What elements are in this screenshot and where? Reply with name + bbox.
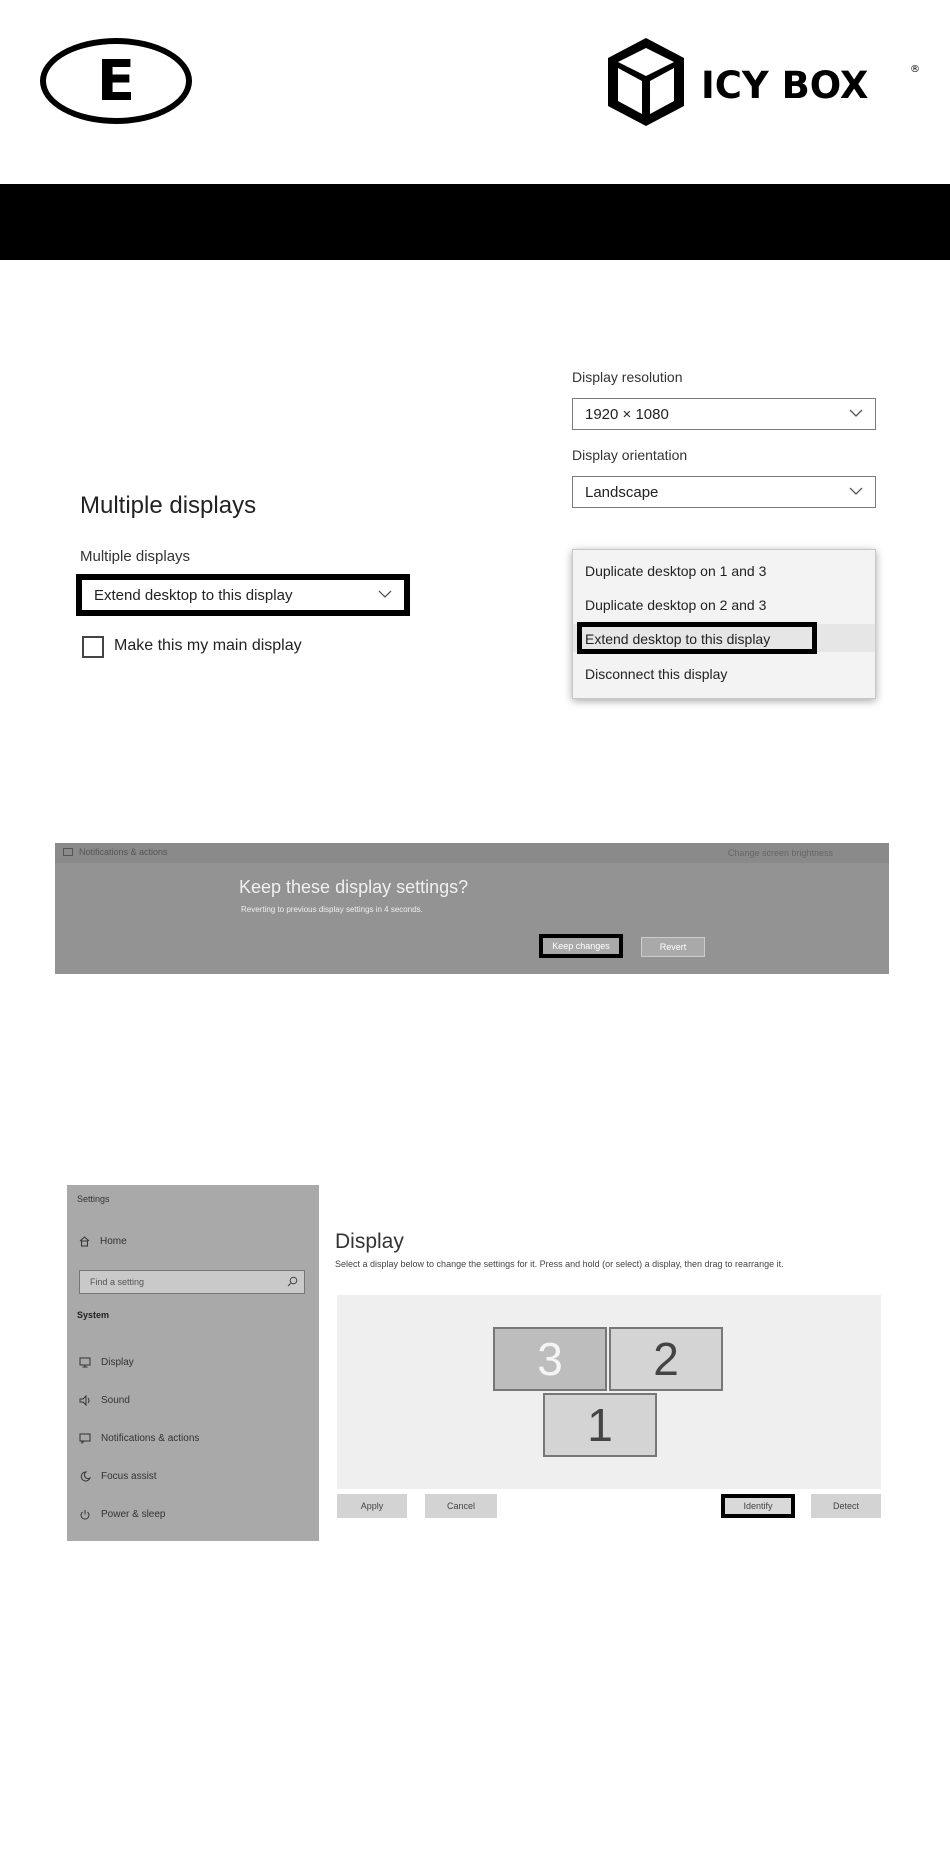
sidebar-item-sound[interactable] bbox=[79, 1395, 130, 1406]
dialog-background-strip bbox=[55, 843, 889, 863]
display-settings-page bbox=[319, 1185, 881, 1541]
chevron-down-icon bbox=[849, 486, 863, 496]
multiple-displays-heading: Multiple displays bbox=[80, 492, 257, 519]
sidebar-item-display[interactable] bbox=[79, 1357, 134, 1368]
display-resolution-label: Display resolution bbox=[572, 369, 683, 385]
chevron-down-icon bbox=[378, 589, 392, 599]
sidebar-notifications-label: Notifications & actions bbox=[101, 1433, 200, 1444]
monitor-icon bbox=[79, 1357, 91, 1368]
search-icon bbox=[287, 1276, 298, 1287]
sidebar-item-focus-assist[interactable] bbox=[79, 1471, 157, 1482]
sidebar-item-home[interactable] bbox=[79, 1236, 127, 1247]
page-description: Select a display below to change the settings for it. Press and hold (or select) a display, then drag to rearrange it. bbox=[335, 1259, 784, 1269]
sidebar-power-sleep-label: Power & sleep bbox=[101, 1509, 166, 1520]
home-icon bbox=[79, 1236, 90, 1247]
system-heading: System bbox=[77, 1310, 110, 1320]
option-duplicate-1-3[interactable]: Duplicate desktop on 1 and 3 bbox=[585, 563, 767, 579]
cube-icon bbox=[608, 38, 684, 126]
moon-icon bbox=[79, 1471, 91, 1482]
sidebar-focus-assist-label: Focus assist bbox=[101, 1471, 157, 1482]
keep-settings-dialog bbox=[55, 843, 889, 974]
multiple-displays-label: Multiple displays bbox=[80, 548, 191, 565]
settings-sidebar bbox=[67, 1185, 319, 1541]
cancel-button[interactable]: Cancel bbox=[425, 1494, 497, 1518]
multiple-displays-options bbox=[572, 549, 876, 699]
multiple-displays-value: Extend desktop to this display bbox=[94, 586, 293, 604]
chevron-down-icon bbox=[849, 408, 863, 418]
language-badge: E bbox=[40, 38, 192, 124]
settings-window bbox=[67, 1185, 881, 1541]
monitor-arrangement bbox=[337, 1295, 881, 1489]
option-highlight-frame bbox=[577, 622, 817, 654]
display-orientation-select[interactable] bbox=[572, 476, 876, 508]
settings-title: Settings bbox=[77, 1194, 110, 1204]
option-disconnect[interactable]: Disconnect this display bbox=[585, 666, 728, 682]
dialog-title: Keep these display settings? bbox=[239, 877, 469, 897]
sidebar-display-label: Display bbox=[101, 1357, 134, 1368]
revert-button[interactable]: Revert bbox=[641, 937, 705, 957]
brand-name: ICY BOX bbox=[701, 64, 869, 107]
main-display-checkbox[interactable] bbox=[82, 636, 104, 658]
brand-mark: ® bbox=[910, 64, 920, 75]
sidebar-home-label: Home bbox=[100, 1236, 127, 1247]
header-bar bbox=[0, 184, 950, 260]
monitor-1[interactable]: 1 bbox=[543, 1393, 657, 1457]
notifications-icon bbox=[63, 848, 73, 856]
apply-button[interactable]: Apply bbox=[337, 1494, 407, 1518]
icy-box-logo bbox=[606, 36, 918, 128]
option-duplicate-2-3[interactable]: Duplicate desktop on 2 and 3 bbox=[585, 597, 767, 613]
find-setting-input[interactable] bbox=[79, 1270, 305, 1294]
background-link: Change screen brightness bbox=[727, 848, 833, 858]
page-title: Display bbox=[335, 1230, 404, 1253]
sidebar-item-notifications[interactable] bbox=[79, 1433, 199, 1444]
keep-changes-button[interactable]: Keep changes bbox=[539, 934, 623, 958]
find-setting-placeholder: Find a setting bbox=[90, 1277, 145, 1287]
display-resolution-select[interactable] bbox=[572, 398, 876, 430]
dialog-subtitle: Reverting to previous display settings in 4 seconds. bbox=[241, 905, 423, 914]
sidebar-sound-label: Sound bbox=[101, 1395, 130, 1406]
detect-button[interactable]: Detect bbox=[811, 1494, 881, 1518]
multiple-displays-dropdown[interactable] bbox=[76, 574, 410, 616]
monitor-3[interactable]: 3 bbox=[493, 1327, 607, 1391]
speaker-icon bbox=[79, 1395, 91, 1406]
display-orientation-label: Display orientation bbox=[572, 447, 688, 463]
notifications-icon bbox=[79, 1433, 91, 1444]
sidebar-item-power-sleep[interactable] bbox=[79, 1509, 165, 1520]
option-extend-desktop[interactable]: Extend desktop to this display bbox=[585, 631, 771, 647]
background-nav-item: Notifications & actions bbox=[79, 847, 168, 857]
display-resolution-value: 1920 × 1080 bbox=[585, 405, 669, 423]
main-display-checkbox-label: Make this my main display bbox=[114, 637, 302, 654]
monitor-2[interactable]: 2 bbox=[609, 1327, 723, 1391]
power-icon bbox=[79, 1509, 91, 1520]
identify-button[interactable]: Identify bbox=[721, 1494, 795, 1518]
display-orientation-value: Landscape bbox=[585, 483, 659, 501]
